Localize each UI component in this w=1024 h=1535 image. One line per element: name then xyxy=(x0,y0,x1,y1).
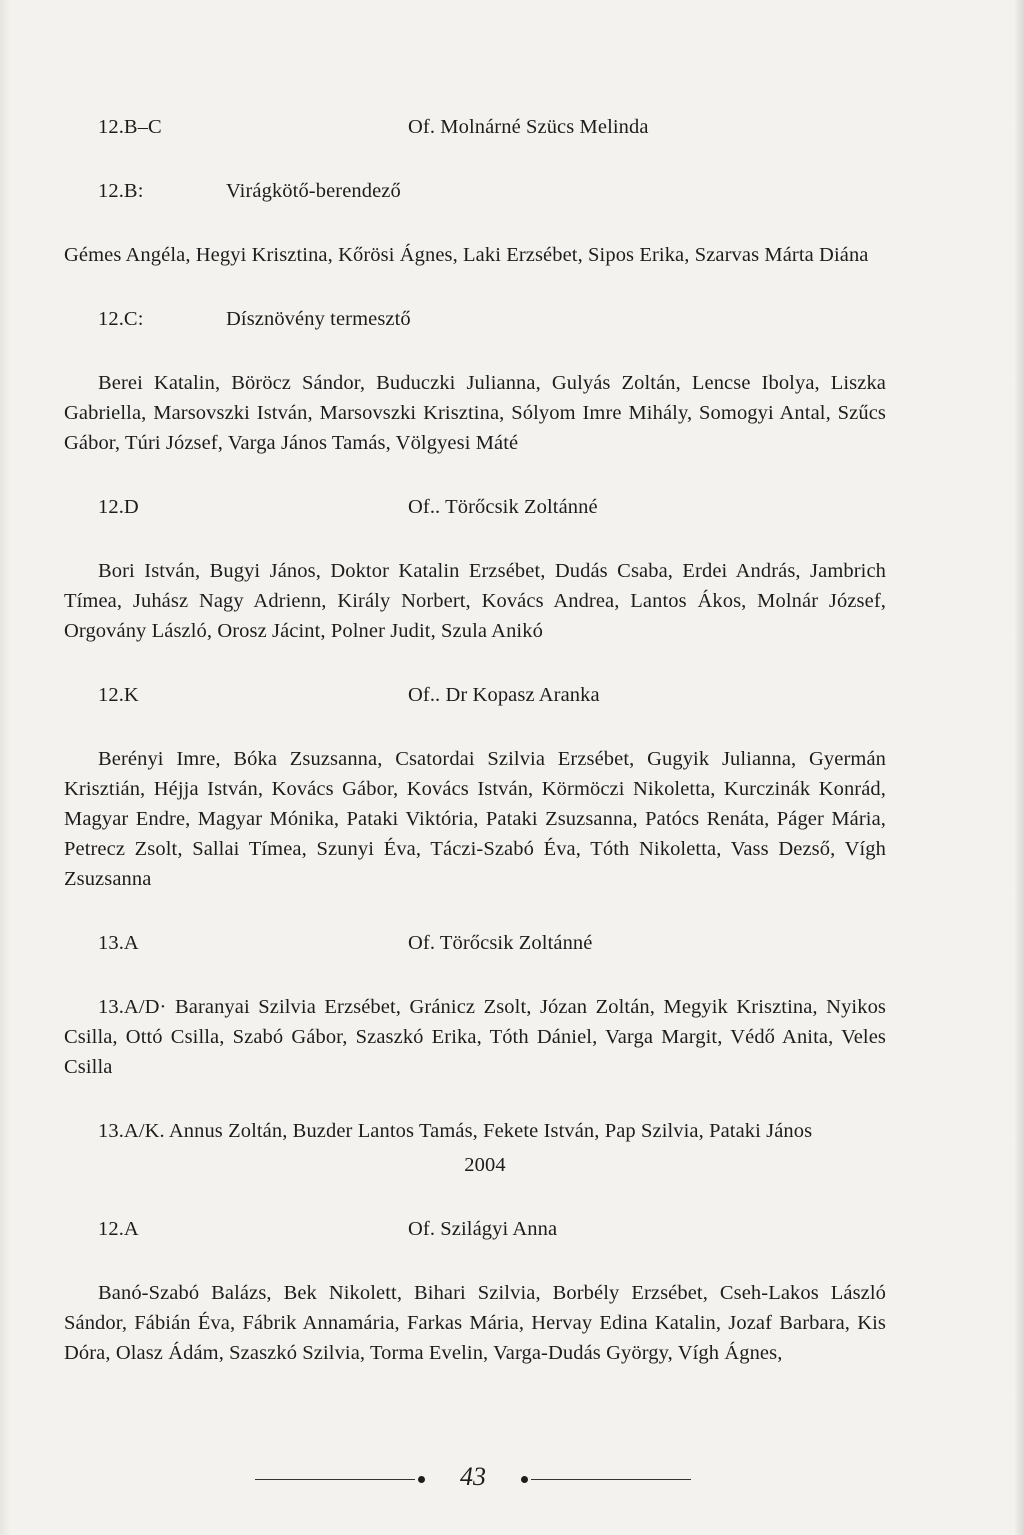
footer-rule-right xyxy=(531,1479,691,1480)
class-code: 12.B: xyxy=(98,180,144,202)
page-text xyxy=(64,112,886,1402)
page-edge-left xyxy=(0,0,10,1535)
class-header-13a xyxy=(64,928,886,958)
student-list-12d: Bori István, Bugyi János, Doktor Katalin Erzsébet, Dudás Csaba, Erdei András, Jambrich Tímea, Juhász Nagy Adrienn, Király Norbert, Kovács Andrea, Lantos Ákos, Molnár József, Orgovány László, Orosz Jácint, Polner Judit, Szula Anikó xyxy=(64,560,886,642)
class-header-12c xyxy=(64,304,886,334)
class-code: 12.C: xyxy=(98,308,144,330)
page-footer xyxy=(255,1460,691,1500)
class-header-12b xyxy=(64,176,886,206)
class-header-12k xyxy=(64,680,886,710)
class-code: 12.K xyxy=(98,684,139,706)
footer-rule-left xyxy=(255,1479,415,1480)
class-header-12b-c xyxy=(64,112,886,142)
page-number: 43 xyxy=(460,1462,486,1491)
year-heading: 2004 xyxy=(464,1154,506,1176)
class-teacher: Of.. Törőcsik Zoltánné xyxy=(408,496,598,518)
class-teacher: Of. Törőcsik Zoltánné xyxy=(408,932,593,954)
class-header-12a xyxy=(64,1214,886,1244)
footer-dot-right xyxy=(521,1476,528,1483)
student-list-12b: Gémes Angéla, Hegyi Krisztina, Kőrösi Ágnes, Laki Erzsébet, Sipos Erika, Szarvas Márta Diána xyxy=(64,244,869,266)
class-header-12d xyxy=(64,492,886,522)
class-teacher: Of. Szilágyi Anna xyxy=(408,1218,558,1240)
class-code: 12.B–C xyxy=(98,116,162,138)
class-code: 12.A xyxy=(98,1218,139,1240)
page-edge-right xyxy=(1014,0,1024,1535)
class-teacher: Of. Molnárné Szücs Melinda xyxy=(408,116,649,138)
student-list-12c: Berei Katalin, Böröcz Sándor, Buduczki Julianna, Gulyás Zoltán, Lencse Ibolya, Liszka Gabriella, Marsovszki István, Marsovszki Krisztina, Sólyom Imre Mihály, Somogyi Antal, Szűcs Gábor, Túri József, Varga János Tamás, Völgyesi Máté xyxy=(64,372,886,454)
student-list-13a-d: 13.A/D· Baranyai Szilvia Erzsébet, Gránicz Zsolt, Józan Zoltán, Megyik Krisztina, Nyikos Csilla, Ottó Csilla, Szabó Gábor, Szaszkó Erika, Tóth Dániel, Varga Margit, Védő Anita, Veles Csilla xyxy=(64,996,886,1078)
student-list-13a-k: 13.A/K. Annus Zoltán, Buzder Lantos Tamás, Fekete István, Pap Szilvia, Pataki János xyxy=(98,1120,813,1142)
footer-dot-left xyxy=(418,1476,425,1483)
student-list-12k: Berényi Imre, Bóka Zsuzsanna, Csatordai Szilvia Erzsébet, Gugyik Julianna, Gyermán Krisztián, Héjja István, Kovács Gábor, Kovács István, Körmöczi Nikoletta, Kurczinák Konrád, Magyar Endre, Magyar Mónika, Pataki Viktória, Pataki Zsuzsanna, Patócs Renáta, Páger Mária, Petrecz Zsolt, Sallai Tímea, Szunyi Éva, Táczi-Szabó Éva, Tóth Nikoletta, Vass Dezső, Vígh Zsuzsanna xyxy=(64,748,886,890)
class-teacher: Of.. Dr Kopasz Aranka xyxy=(408,684,600,706)
class-code: 12.D xyxy=(98,496,139,518)
class-title: Dísznövény termesztő xyxy=(226,308,411,330)
student-list-12a: Banó-Szabó Balázs, Bek Nikolett, Bihari Szilvia, Borbély Erzsébet, Cseh-Lakos László Sándor, Fábián Éva, Fábrik Annamária, Farkas Mária, Hervay Edina Katalin, Jozaf Barbara, Kis Dóra, Olasz Ádám, Szaszkó Szilvia, Torma Evelin, Varga-Dudás György, Vígh Ágnes, xyxy=(64,1282,886,1364)
class-title: Virágkötő-berendező xyxy=(226,180,401,202)
class-code: 13.A xyxy=(98,932,139,954)
